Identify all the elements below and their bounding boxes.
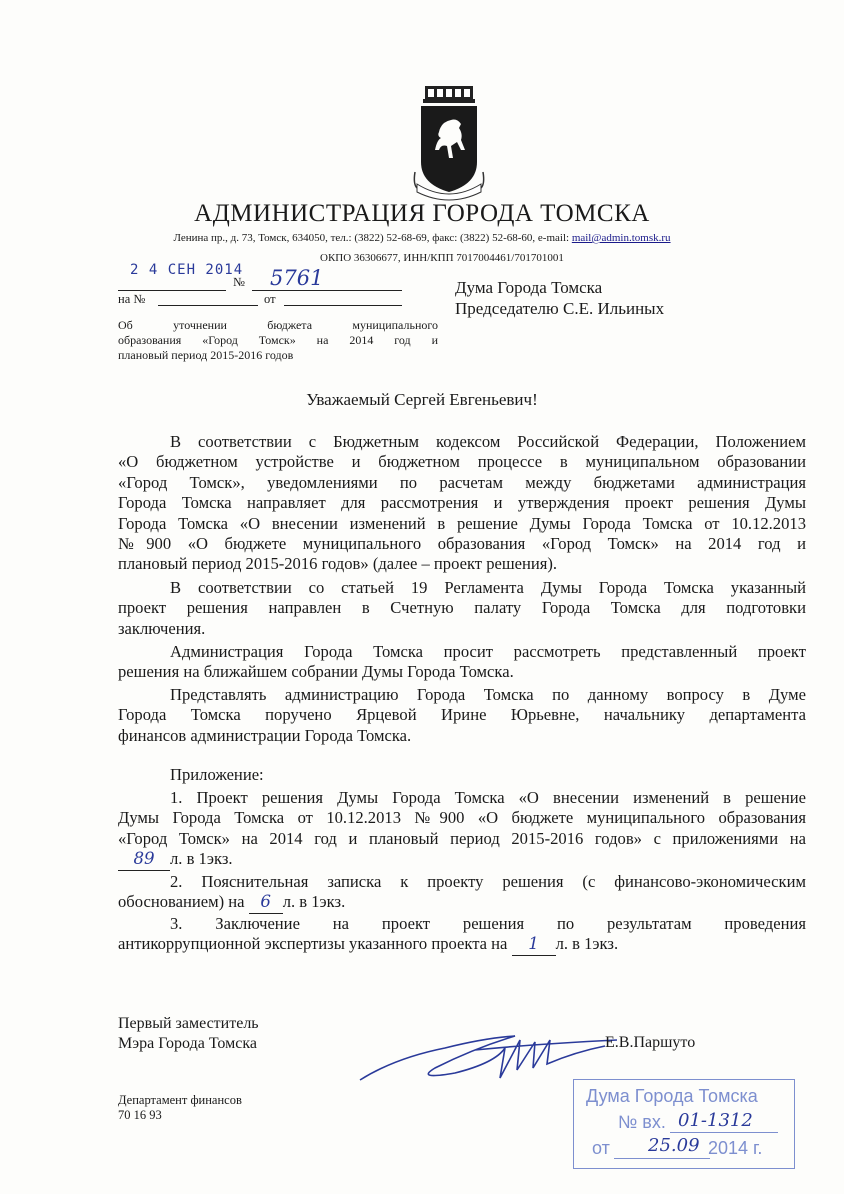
org-codes: ОКПО 36306677, ИНН/КПП 7017004461/701701001 [320, 252, 564, 264]
reply-number-underline [158, 305, 258, 306]
date-underline [118, 290, 226, 291]
body-line: «О бюджетном устройстве и бюджетном процессе в муниципальном образовании [118, 452, 806, 472]
body-line: Города Томска «О внесении изменений в решение Думы Города Томска от 10.12.2013 [118, 513, 806, 533]
body-line: «Город Томск», уведомлениями по расчетам между бюджетами администрация [118, 472, 806, 492]
body-paragraph-1 [118, 432, 806, 575]
body-line: Города Томска поручено Ярцевой Ирине Юрьевне, начальнику департамента [118, 705, 806, 725]
signatory-name: Е.В.Паршуто [605, 1034, 696, 1051]
attachment-1-tail: л. в 1экз. [170, 849, 233, 869]
body-line: 3. Заключение на проект решения по результатам проведения [170, 914, 806, 933]
registration-date-stamp: 2 4 СЕН 2014 [130, 262, 244, 278]
attachment-item-3 [118, 914, 806, 956]
registration-number: 5761 [270, 266, 324, 290]
stamp-org: Дума Города Томска [586, 1086, 758, 1106]
reply-to-label: на № [118, 292, 146, 306]
body-line: заключения. [118, 618, 206, 638]
body-line: 1. Проект решения Думы Города Томска «О внесении изменений в решение [170, 788, 806, 807]
reply-date-underline [284, 305, 402, 306]
attachment-3-tail: л. в 1экз. [555, 934, 619, 954]
body-line: В соответствии с Бюджетным кодексом Российской Федерации, Положением [170, 432, 806, 451]
attachment-3-prefix: антикоррупционной экспертизы указанного проекта на [118, 934, 508, 954]
org-address-text: Ленина пр., д. 73, Томск, 634050, тел.: (3822) 52-68-69, факс: (3822) 52-68-60, e-mail: [173, 232, 572, 244]
stamp-date-tail: 2014 г. [708, 1138, 763, 1158]
subject [118, 318, 438, 363]
signatory-position [118, 1014, 259, 1054]
body-line: Администрация Города Томска просит рассмотреть представленный проект [170, 642, 806, 661]
org-address [0, 232, 844, 244]
body-paragraph-3 [118, 642, 806, 683]
body-line: В соответствии со статьей 19 Регламента Думы Города Томска указанный [170, 578, 806, 597]
addressee [455, 277, 664, 319]
addressee-line: Дума Города Томска [455, 278, 603, 297]
body-line: финансов администрации Города Томска. [118, 725, 412, 745]
attachments-heading [118, 765, 806, 785]
body-line: «Город Томск» на 2014 год и плановый период 2015-2016 годов» с приложениями на [118, 828, 806, 848]
number-label: № [233, 275, 245, 289]
stamp-date-label: от [592, 1138, 610, 1158]
attachment-item-2 [118, 872, 806, 914]
attachment-2-prefix: обоснованием) на [118, 892, 245, 912]
number-underline [252, 290, 402, 291]
executor-department: Департамент финансов [118, 1093, 242, 1107]
body-paragraph-2 [118, 578, 806, 639]
handwritten-signature [355, 1018, 625, 1088]
body-line: решения на ближайшем собрании Думы Города Томска. [118, 662, 514, 682]
stamp-number-label: № вх. [618, 1112, 666, 1132]
attachment-3-sheet-count: 1 [528, 934, 539, 954]
signatory-position-line: Мэра Города Томска [118, 1035, 257, 1052]
attachment-item-1 [118, 788, 806, 871]
body-line: проект решения направлен в Счетную палату Города Томска для подготовки [118, 598, 806, 618]
body-paragraph-4 [118, 685, 806, 746]
attachment-2-tail: л. в 1экз. [282, 892, 346, 912]
body-line [118, 892, 806, 913]
stamp-number-value: 01-1312 [678, 1110, 753, 1131]
body-line [118, 849, 806, 870]
body-line: Представлять администрацию Города Томска по данному вопросу в Думе [170, 685, 806, 704]
executor-info [118, 1093, 242, 1123]
salutation: Уважаемый Сергей Евгеньевич! [306, 390, 538, 409]
stamp-date-underline [614, 1158, 710, 1159]
addressee-line: Председателю С.Е. Ильиных [455, 299, 665, 318]
city-crest-logo [411, 84, 487, 204]
body-line: плановый период 2015-2016 годов» (далее – проект решения). [118, 554, 558, 574]
subject-line: образования «Город Томск» на 2014 год и [118, 333, 438, 347]
org-name: АДМИНИСТРАЦИЯ ГОРОДА ТОМСКА [194, 200, 650, 227]
incoming-registration-stamp [573, 1079, 795, 1169]
body-line: Города Томска направляет для рассмотрения и утверждения проект решения Думы [118, 493, 806, 513]
stamp-date-value: 25.09 [648, 1135, 700, 1156]
stamp-number-underline [670, 1132, 778, 1133]
attachments-heading-text: Приложение: [170, 765, 264, 784]
body-line: №900 «О бюджете муниципального образования «Город Томск» на 2014 год и [118, 534, 806, 554]
org-email-link[interactable]: mail@admin.tomsk.ru [571, 232, 671, 244]
body-line [118, 934, 806, 955]
executor-phone: 70 16 93 [118, 1108, 162, 1122]
body-line: 2. Пояснительная записка к проекту решения (с финансово-экономическим [170, 872, 806, 891]
subject-line: Об уточнении бюджета муниципального [118, 318, 438, 332]
body-line: Думы Города Томска от 10.12.2013 №900 «О бюджете муниципального образования [118, 808, 806, 828]
attachment-1-sheet-count: 89 [133, 849, 155, 869]
subject-line: плановый период 2015-2016 годов [118, 348, 294, 362]
attachment-2-sheet-count: 6 [260, 892, 271, 912]
from-label: от [264, 292, 276, 306]
signatory-position-line: Первый заместитель [118, 1015, 259, 1032]
